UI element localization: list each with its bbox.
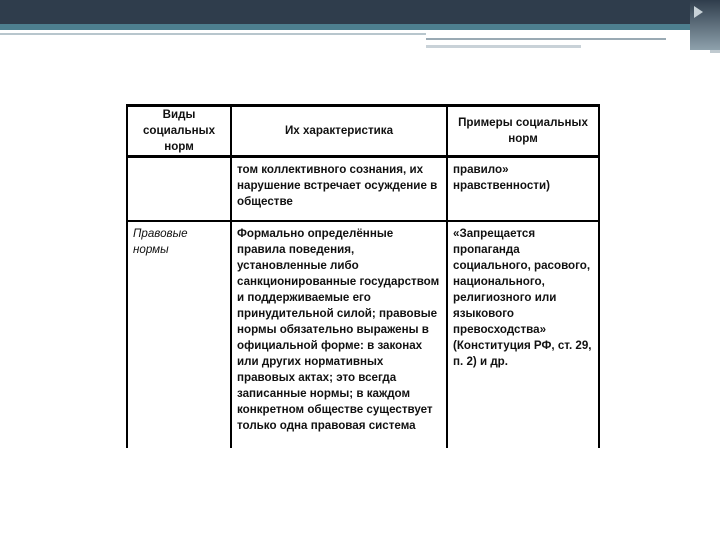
header-characteristics: Их характеристика (231, 106, 447, 157)
decorative-line (426, 45, 581, 48)
decorative-line (0, 33, 426, 35)
cell-characteristic: том коллективного сознания, их нарушение встречает осуждение в обществе (231, 157, 447, 222)
decorative-line (426, 38, 666, 40)
play-icon (694, 6, 703, 18)
cell-norm-type (127, 157, 231, 222)
header-norm-types: Виды социальных норм (127, 106, 231, 157)
cell-norm-type: Правовые нормы (127, 221, 231, 448)
header-accent-stripe (0, 24, 720, 30)
cell-characteristic: Формально определённые правила поведения, установленные либо санкционированные государством и поддерживаемые его принудительной силой; правовые нормы обязательно выражены в официальной форме: в законах или других нормативных правовых актах; это всегда записанные нормы; в каждом конкретном обществе существует только одна правовая система (231, 221, 447, 448)
header-examples: Примеры социальных норм (447, 106, 599, 157)
social-norms-table (126, 104, 600, 448)
table-header-row (127, 106, 599, 157)
cell-examples: «Запрещается пропаганда социального, расового, национального, религиозного или языкового превосходства» (Конституция РФ, ст. 29, п. 2) и др. (447, 221, 599, 448)
table-row (127, 157, 599, 222)
cell-examples: правило» нравственности) (447, 157, 599, 222)
decorative-line (710, 50, 720, 53)
table-row (127, 221, 599, 448)
header-bar (0, 0, 720, 26)
